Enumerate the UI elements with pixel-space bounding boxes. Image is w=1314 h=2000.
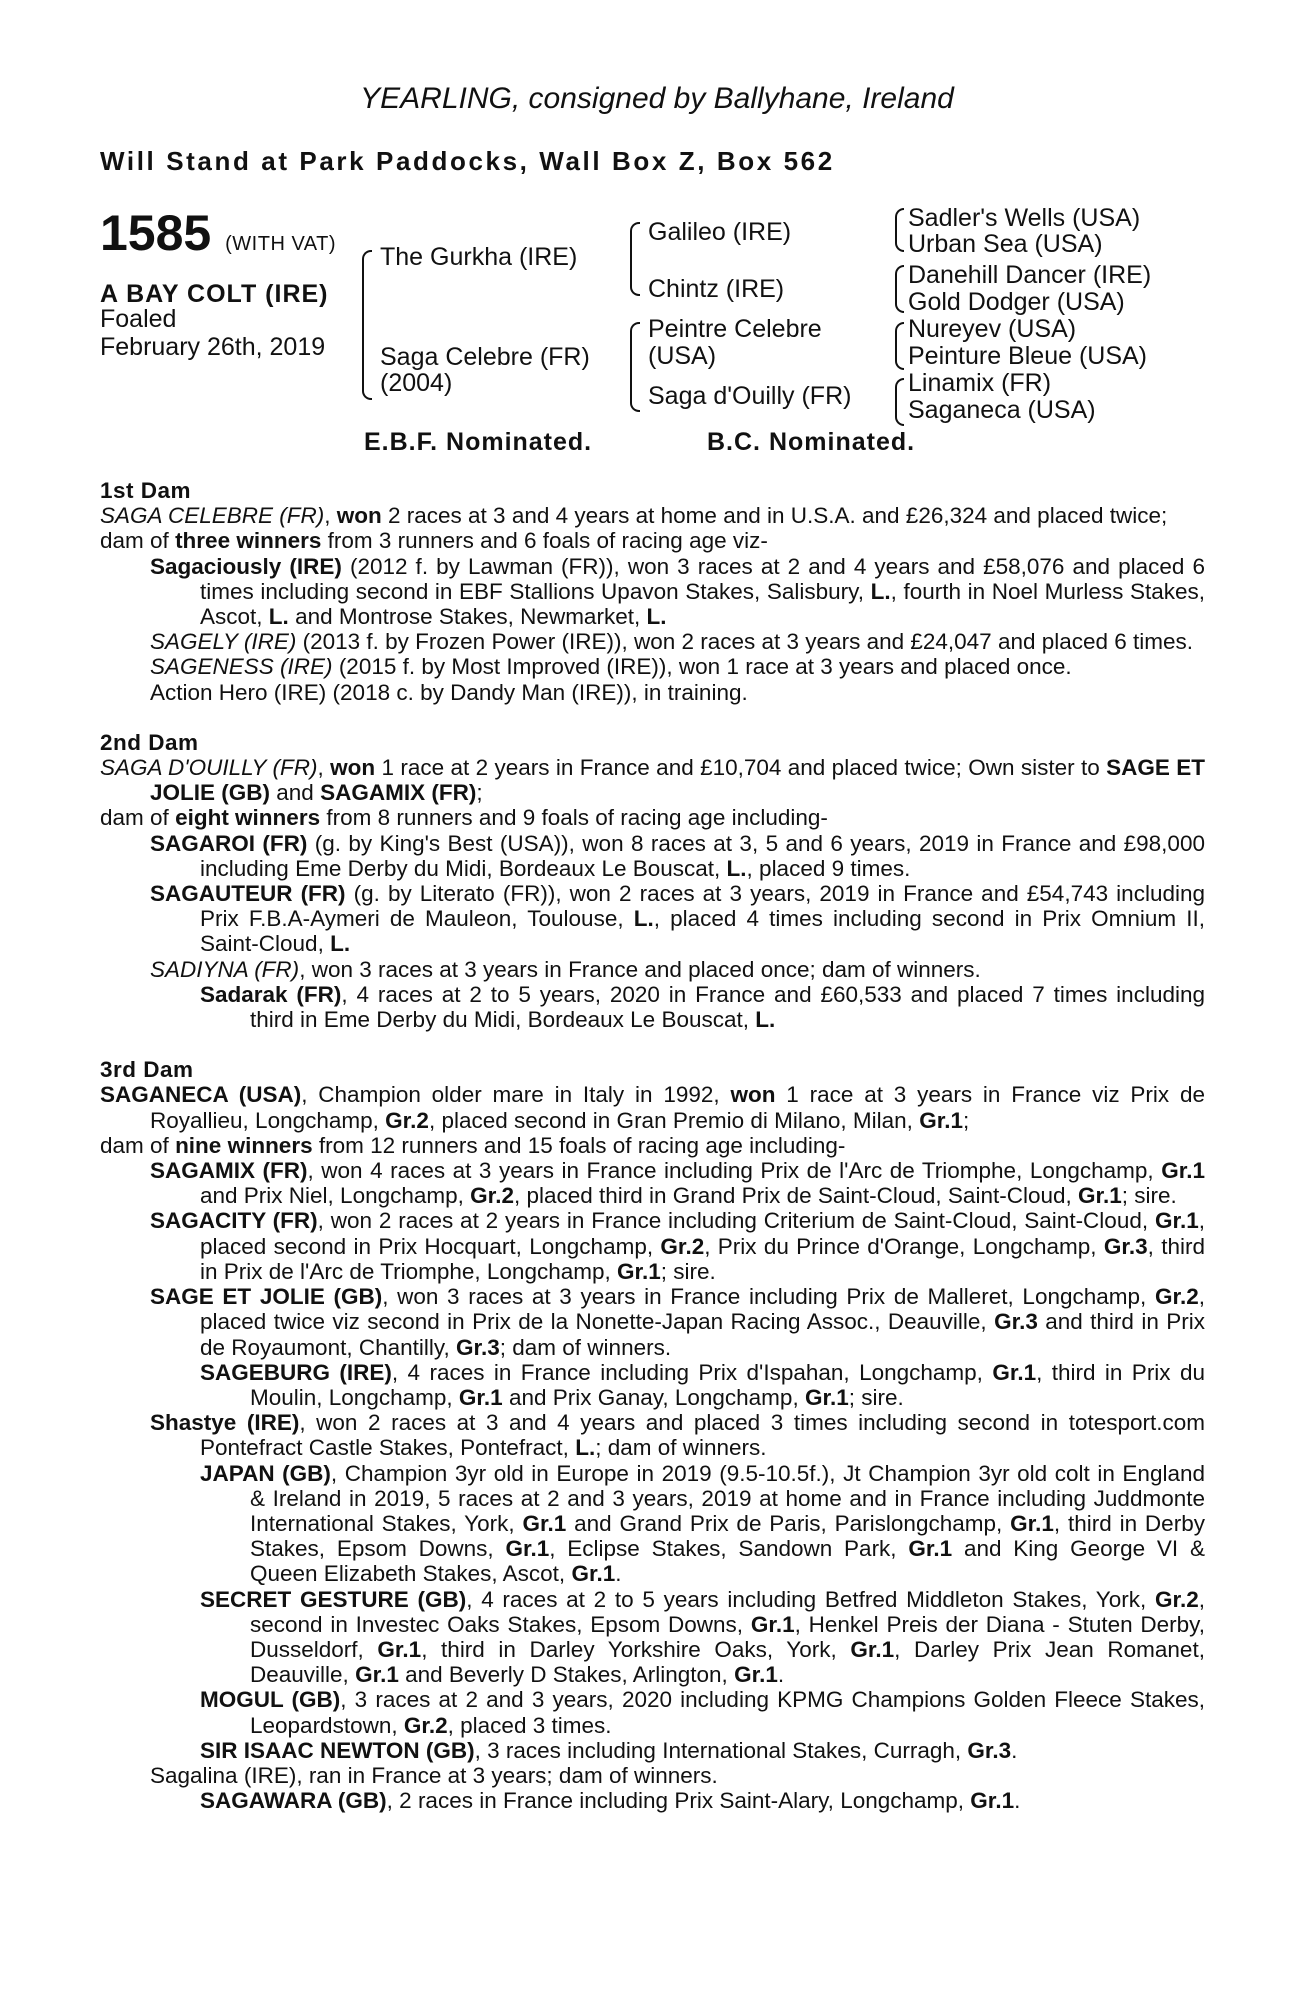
- brace-dam-parents: [630, 322, 640, 412]
- offspring-text: , second in Investec Oaks Stakes, Epsom Downs,: [250, 1586, 1205, 1637]
- offspring-name: SECRET GESTURE (GB): [200, 1586, 467, 1612]
- stand-location: Will Stand at Park Paddocks, Wall Box Z, Box 562: [100, 146, 835, 176]
- grade-mark: Gr.1: [377, 1636, 422, 1662]
- grade-mark: Gr.3: [967, 1737, 1012, 1763]
- offspring-text: (2013 f. by Frozen Power (IRE)), won 2 races at 3 years and £24,047 and placed 6 times.: [302, 629, 1194, 655]
- first-dam-name: SAGA CELEBRE (FR): [100, 503, 325, 529]
- offspring-text: , 4 races at 2 to 5 years, 2020 in France and £60,533 and placed 7 times including third in Eme Derby du Midi, Bordeaux Le Bouscat,: [250, 981, 1205, 1033]
- brace-sire-parents: [630, 222, 640, 296]
- offspring-text: , won 2 races at 3 and 4 years and placed 3 times including second in totesport.com Pontefract Castle Stakes, Pontefract,: [200, 1410, 1206, 1461]
- dam: Saga Celebre (FR): [380, 343, 590, 371]
- offspring-entry: [150, 1284, 1205, 1360]
- grand-offspring-entry: JAPAN (GB), Champion 3yr old in Europe in 2019 (9.5-10.5f.), Jt Champion 3yr old colt in England & Ireland in 2019, 5 races at 2 and 3 years, 2019 at home and in France including Juddmonte International Stakes, York, Gr.1 and Grand Prix de Paris, Parislongchamp, Gr.1, third in Derby Stakes, Epsom Downs, Gr.1, Eclipse Stakes, Sandown Park, Gr.1 and King George VI & Queen Elizabeth Stakes, Ascot, Gr.1.: [200, 1460, 1206, 1587]
- offspring-text: , placed 9 times.: [746, 855, 911, 881]
- offspring-text: , Champion 3yr old in Europe in 2019 (9.5-10.5f.), Jt Champion 3yr old colt in England & Ireland in 2019, 5 races at 2 and 3 years, 2019 at home and in France including Juddmonte International Stakes, York,: [250, 1460, 1206, 1536]
- grade-mark: Gr.1: [522, 1510, 567, 1536]
- offspring-text: and Montrose Stakes, Newmarket,: [295, 604, 641, 630]
- won-label: won: [336, 503, 382, 529]
- won-label: won: [330, 755, 376, 781]
- ancestor-sds: Danehill Dancer (IRE): [908, 261, 1152, 289]
- third-dam-entry: SAGANECA (USA), Champion older mare in Italy in 1992, won 1 race at 3 years in France viz Prix de Royallieu, Longchamp, Gr.2, placed second in Gran Premio di Milano, Milan, Gr.1;: [100, 1082, 1205, 1133]
- ancestor-dds: Linamix (FR): [908, 369, 1052, 397]
- offspring-text: and Beverly D Stakes, Arlington,: [405, 1662, 728, 1688]
- offspring-entry: [150, 680, 1205, 705]
- grade-mark: Gr.3: [1103, 1233, 1148, 1259]
- offspring-text: ; sire.: [660, 1258, 716, 1284]
- offspring-text: (g. by Literato (FR)), won 2 races at 3 years, 2019 in France and £54,743 including Prix F.B.A-Aymeri de Mauleon, Toulouse,: [200, 881, 1205, 932]
- offspring-text: and Prix Niel, Longchamp,: [200, 1183, 464, 1209]
- grade-mark: Gr.1: [992, 1359, 1037, 1385]
- offspring-text: (g. by King's Best (USA)), won 8 races at 3, 5 and 6 years, 2019 in France and £98,000 including Eme Derby du Midi, Bordeaux Le Bouscat,: [200, 830, 1205, 881]
- listed-mark: L.: [755, 1007, 776, 1033]
- grade-mark: Gr.1: [1161, 1158, 1205, 1184]
- lot-title: A BAY COLT (IRE): [100, 280, 329, 308]
- lot-number: 1585: [100, 205, 212, 261]
- brace-saga-douilly: [895, 378, 904, 426]
- grand-offspring-entry: [200, 1360, 1205, 1410]
- grand-offspring-entry: [200, 982, 1205, 1032]
- offspring-name: JAPAN (GB): [200, 1460, 331, 1486]
- grade-mark: Gr.1: [919, 1107, 963, 1133]
- dam-of-label: dam of: [100, 805, 169, 831]
- offspring-entry: [150, 554, 1205, 630]
- sister-name: SAGE ET JOLIE (GB): [150, 755, 1205, 806]
- second-dam-summary: 1 race at 2 years in France and £10,704 and placed twice; Own sister to: [381, 755, 1100, 781]
- sire-sire: Galileo (IRE): [648, 218, 792, 246]
- sister-name: SAGAMIX (FR): [320, 780, 477, 806]
- offspring-text: , Prix du Prince d'Orange, Longchamp,: [704, 1233, 1097, 1259]
- produce-summary: from 12 runners and 15 foals of racing age including-: [318, 1132, 846, 1158]
- offspring-name: SADIYNA (FR): [150, 956, 300, 982]
- listed-mark: L.: [268, 604, 289, 630]
- second-dam-name: SAGA D'OUILLY (FR): [100, 755, 318, 781]
- dam-year: (2004): [380, 369, 453, 397]
- offspring-name: Sadarak (FR): [200, 981, 342, 1007]
- third-dam-text: 1 race at 3 years in France viz Prix de Royallieu, Longchamp,: [150, 1082, 1205, 1133]
- offspring-text: , third in Prix de l'Arc de Triomphe, Longchamp,: [200, 1233, 1205, 1284]
- grade-mark: Gr.1: [850, 1636, 895, 1662]
- brace-galileo: [895, 208, 904, 252]
- brace-peintre: [895, 322, 904, 370]
- offspring-text: and Grand Prix de Paris, Parislongchamp,: [574, 1510, 1003, 1536]
- offspring-name: SIR ISAAC NEWTON (GB): [200, 1737, 475, 1763]
- ancestor-sdd: Gold Dodger (USA): [908, 288, 1125, 316]
- listed-mark: L.: [646, 604, 667, 630]
- dam-of-label: dam of: [100, 528, 169, 554]
- winners-count: three winners: [175, 528, 322, 554]
- offspring-text: and third in Prix de Royaumont, Chantilly,: [200, 1309, 1205, 1360]
- offspring-text: , 4 races at 2 to 5 years including Betfred Middleton Stakes, York,: [466, 1586, 1147, 1612]
- punctuation: ;: [476, 780, 483, 806]
- third-dam-name: SAGANECA (USA): [100, 1082, 302, 1108]
- offspring-text: , won 3 races at 3 years in France and placed once; dam of winners.: [299, 956, 981, 982]
- grand-offspring-entry: SECRET GESTURE (GB), 4 races at 2 to 5 years including Betfred Middleton Stakes, York, Gr.2, second in Investec Oaks Stakes, Epsom Downs, Gr.1, Henkel Preis der Diana - Stuten Derby, Dusseldorf, Gr.1, third in Darley Yorkshire Oaks, York, Gr.1, Darley Prix Jean Romanet, Deauville, Gr.1 and Beverly D Stakes, Arlington, Gr.1.: [200, 1586, 1205, 1688]
- offspring-text: (2015 f. by Most Improved (IRE)), won 1 race at 3 years and placed once.: [338, 654, 1072, 680]
- offspring-entry: [150, 957, 1205, 982]
- offspring-name: SAGAMIX (FR): [150, 1158, 308, 1184]
- ancestor-ddd: Saganeca (USA): [908, 396, 1096, 424]
- offspring-text: , Darley Prix Jean Romanet, Deauville,: [250, 1636, 1205, 1688]
- grade-mark: Gr.1: [1010, 1510, 1054, 1536]
- offspring-entry: [150, 881, 1205, 957]
- offspring-name: SAGAWARA (GB): [200, 1788, 387, 1814]
- first-dam-heading: 1st Dam: [100, 478, 192, 503]
- offspring-name: Sagaciously (IRE): [150, 553, 342, 579]
- third-dam-produce: [100, 1133, 1205, 1158]
- offspring-name: MOGUL (GB): [200, 1687, 341, 1713]
- grade-mark: Gr.1: [750, 1611, 795, 1637]
- bc-nominated: B.C. Nominated.: [707, 428, 916, 456]
- offspring-text: Action Hero (IRE) (2018 c. by Dandy Man (IRE)), in training.: [150, 679, 748, 705]
- offspring-name: SAGE ET JOLIE (GB): [150, 1284, 383, 1310]
- grand-offspring-entry: SAGAWARA (GB), 2 races in France including Prix Saint-Alary, Longchamp, Gr.1.: [200, 1788, 1021, 1814]
- offspring-text: ; dam of winners.: [595, 1435, 767, 1461]
- conjunction: and: [276, 780, 314, 806]
- offspring-text: ; sire.: [1121, 1183, 1177, 1209]
- grade-mark: Gr.2: [403, 1712, 448, 1738]
- offspring-text: , won 3 races at 3 years in France including Prix de Malleret, Longchamp,: [382, 1284, 1147, 1310]
- brace-sire-dam: [362, 250, 372, 400]
- offspring-entry: [150, 1208, 1205, 1284]
- grade-mark: Gr.2: [470, 1183, 514, 1209]
- offspring-name: Shastye (IRE): [150, 1410, 300, 1436]
- offspring-text: and Prix Ganay, Longchamp,: [508, 1384, 799, 1410]
- offspring-entry: [150, 654, 1205, 679]
- grand-offspring-entry: [200, 1687, 1205, 1737]
- lot-number-line: [100, 205, 337, 261]
- brace-chintz: [895, 265, 904, 313]
- offspring-entry: [150, 1763, 1205, 1788]
- offspring-text: , third in Prix du Moulin, Longchamp,: [250, 1359, 1205, 1410]
- grade-mark: Gr.3: [994, 1309, 1038, 1335]
- offspring-text: , 4 races in France including Prix d'Ispahan, Longchamp,: [391, 1359, 983, 1385]
- offspring-name: SAGENESS (IRE): [150, 654, 333, 680]
- ancestor-sss: Sadler's Wells (USA): [908, 204, 1141, 232]
- consignor-heading: YEARLING, consigned by Ballyhane, Ireland: [360, 82, 954, 115]
- grade-mark: Gr.2: [1154, 1586, 1199, 1612]
- grade-mark: Gr.1: [804, 1384, 849, 1410]
- offspring-name: SAGACITY (FR): [150, 1208, 318, 1234]
- sire-dam: Chintz (IRE): [648, 275, 785, 303]
- winners-count: eight winners: [175, 805, 321, 831]
- offspring-text: and King George VI & Queen Elizabeth Stakes, Ascot,: [250, 1536, 1205, 1587]
- offspring-text: , won 4 races at 3 years in France including Prix de l'Arc de Triomphe, Longchamp,: [307, 1158, 1154, 1184]
- vat-note: (WITH VAT): [225, 233, 337, 255]
- grade-mark: Gr.1: [571, 1561, 616, 1587]
- grade-mark: Gr.3: [455, 1334, 500, 1360]
- grade-mark: Gr.1: [1078, 1183, 1122, 1209]
- offspring-text: , third in Darley Yorkshire Oaks, York,: [421, 1636, 837, 1662]
- third-dam-text: , Champion older mare in Italy in 1992,: [301, 1082, 720, 1108]
- offspring-name: SAGELY (IRE): [150, 629, 297, 655]
- offspring-entry: [150, 831, 1205, 881]
- grade-mark: Gr.2: [1154, 1284, 1199, 1310]
- offspring-entry: [150, 629, 1205, 654]
- offspring-text: (2012 f. by Lawman (FR)), won 3 races at 2 and 4 years and £58,076 and placed 6 times including second in EBF Stallions Upavon Stakes, Salisbury,: [200, 553, 1205, 604]
- grade-mark: Gr.2: [660, 1233, 705, 1259]
- ancestor-dsd: Peinture Bleue (USA): [908, 342, 1148, 370]
- grade-mark: Gr.1: [458, 1384, 503, 1410]
- first-dam-summary: 2 races at 3 and 4 years at home and in U.S.A. and £26,324 and placed twice;: [388, 503, 1168, 529]
- sire: The Gurkha (IRE): [380, 243, 578, 271]
- produce-summary: from 8 runners and 9 foals of racing age including-: [326, 805, 828, 831]
- dam-dam: Saga d'Ouilly (FR): [648, 382, 852, 410]
- grade-mark: Gr.1: [970, 1788, 1015, 1814]
- grade-mark: Gr.1: [355, 1662, 399, 1688]
- offspring-entry: [150, 1158, 1205, 1208]
- grade-mark: Gr.1: [908, 1536, 953, 1562]
- offspring-text: , Eclipse Stakes, Sandown Park,: [549, 1536, 897, 1562]
- offspring-text: ; sire.: [848, 1384, 904, 1410]
- foaled-label: Foaled: [100, 305, 177, 333]
- grade-mark: Gr.1: [617, 1258, 661, 1284]
- second-dam-produce: [100, 805, 1205, 830]
- grade-mark: Gr.1: [734, 1662, 778, 1688]
- catalogue-body: [100, 478, 1205, 1813]
- ebf-nominated: E.B.F. Nominated.: [364, 428, 593, 456]
- offspring-text: , 3 races including International Stakes, Curragh,: [474, 1737, 962, 1763]
- offspring-name: SAGAROI (FR): [150, 830, 308, 856]
- listed-mark: L.: [633, 906, 654, 932]
- offspring-text: , Henkel Preis der Diana - Stuten Derby, Dusseldorf,: [250, 1611, 1205, 1662]
- dam-sire: Peintre Celebre: [648, 315, 822, 343]
- offspring-text: , fourth in Noel Murless Stakes, Ascot,: [200, 578, 1205, 630]
- offspring-entry: [150, 1410, 1205, 1460]
- offspring-name: SAGAUTEUR (FR): [150, 881, 346, 907]
- grand-offspring-entry: SIR ISAAC NEWTON (GB), 3 races including International Stakes, Curragh, Gr.3.: [200, 1737, 1018, 1763]
- produce-summary: from 3 runners and 6 foals of racing age viz-: [327, 528, 768, 554]
- dam-sire-country: (USA): [648, 342, 717, 370]
- offspring-text: , placed third in Grand Prix de Saint-Cloud, Saint-Cloud,: [513, 1183, 1072, 1209]
- dam-of-label: dam of: [100, 1132, 169, 1158]
- offspring-text: , 3 races at 2 and 3 years, 2020 including KPMG Champions Golden Fleece Stakes, Leopardstown,: [250, 1687, 1205, 1738]
- winners-count: nine winners: [175, 1132, 313, 1158]
- foaled-date: February 26th, 2019: [100, 333, 326, 361]
- offspring-text: , won 2 races at 2 years in France including Criterium de Saint-Cloud, Saint-Cloud,: [317, 1208, 1149, 1234]
- listed-mark: L.: [870, 578, 891, 604]
- ancestor-ssd: Urban Sea (USA): [908, 230, 1103, 258]
- listed-mark: L.: [575, 1435, 596, 1461]
- offspring-text: , placed 4 times including second in Prix Omnium II, Saint-Cloud,: [200, 906, 1205, 957]
- offspring-text: Sagalina (IRE), ran in France at 3 years; dam of winners.: [150, 1762, 718, 1788]
- offspring-text: , placed second in Prix Hocquart, Longchamp,: [200, 1208, 1205, 1259]
- ancestor-dss: Nureyev (USA): [908, 315, 1077, 343]
- offspring-text: , third in Derby Stakes, Epsom Downs,: [250, 1510, 1205, 1562]
- first-dam-entry: SAGA CELEBRE (FR), won 2 races at 3 and 4 years at home and in U.S.A. and £26,324 and placed twice;: [100, 503, 1168, 529]
- grade-mark: Gr.2: [385, 1107, 429, 1133]
- second-dam-heading: 2nd Dam: [100, 729, 199, 755]
- listed-mark: L.: [726, 855, 747, 881]
- third-dam-heading: 3rd Dam: [100, 1057, 194, 1083]
- grade-mark: Gr.1: [1154, 1208, 1199, 1234]
- third-dam-text: , placed second in Gran Premio di Milano, Milan,: [428, 1107, 913, 1133]
- grade-mark: Gr.1: [505, 1536, 550, 1562]
- offspring-name: SAGEBURG (IRE): [200, 1359, 392, 1385]
- offspring-text: , placed twice viz second in Prix de la Nonette-Japan Racing Assoc., Deauville,: [200, 1284, 1205, 1335]
- offspring-text: , 2 races in France including Prix Saint-Alary, Longchamp,: [386, 1788, 965, 1814]
- second-dam-entry: SAGA D'OUILLY (FR), won 1 race at 2 years in France and £10,704 and placed twice; Own sister to SAGE ET JOLIE (GB) and SAGAMIX (FR);: [100, 755, 1205, 806]
- won-label: won: [730, 1082, 776, 1108]
- first-dam-produce: [100, 528, 1205, 553]
- offspring-text: ; dam of winners.: [499, 1334, 672, 1360]
- offspring-text: , placed 3 times.: [447, 1712, 612, 1738]
- listed-mark: L.: [330, 931, 351, 957]
